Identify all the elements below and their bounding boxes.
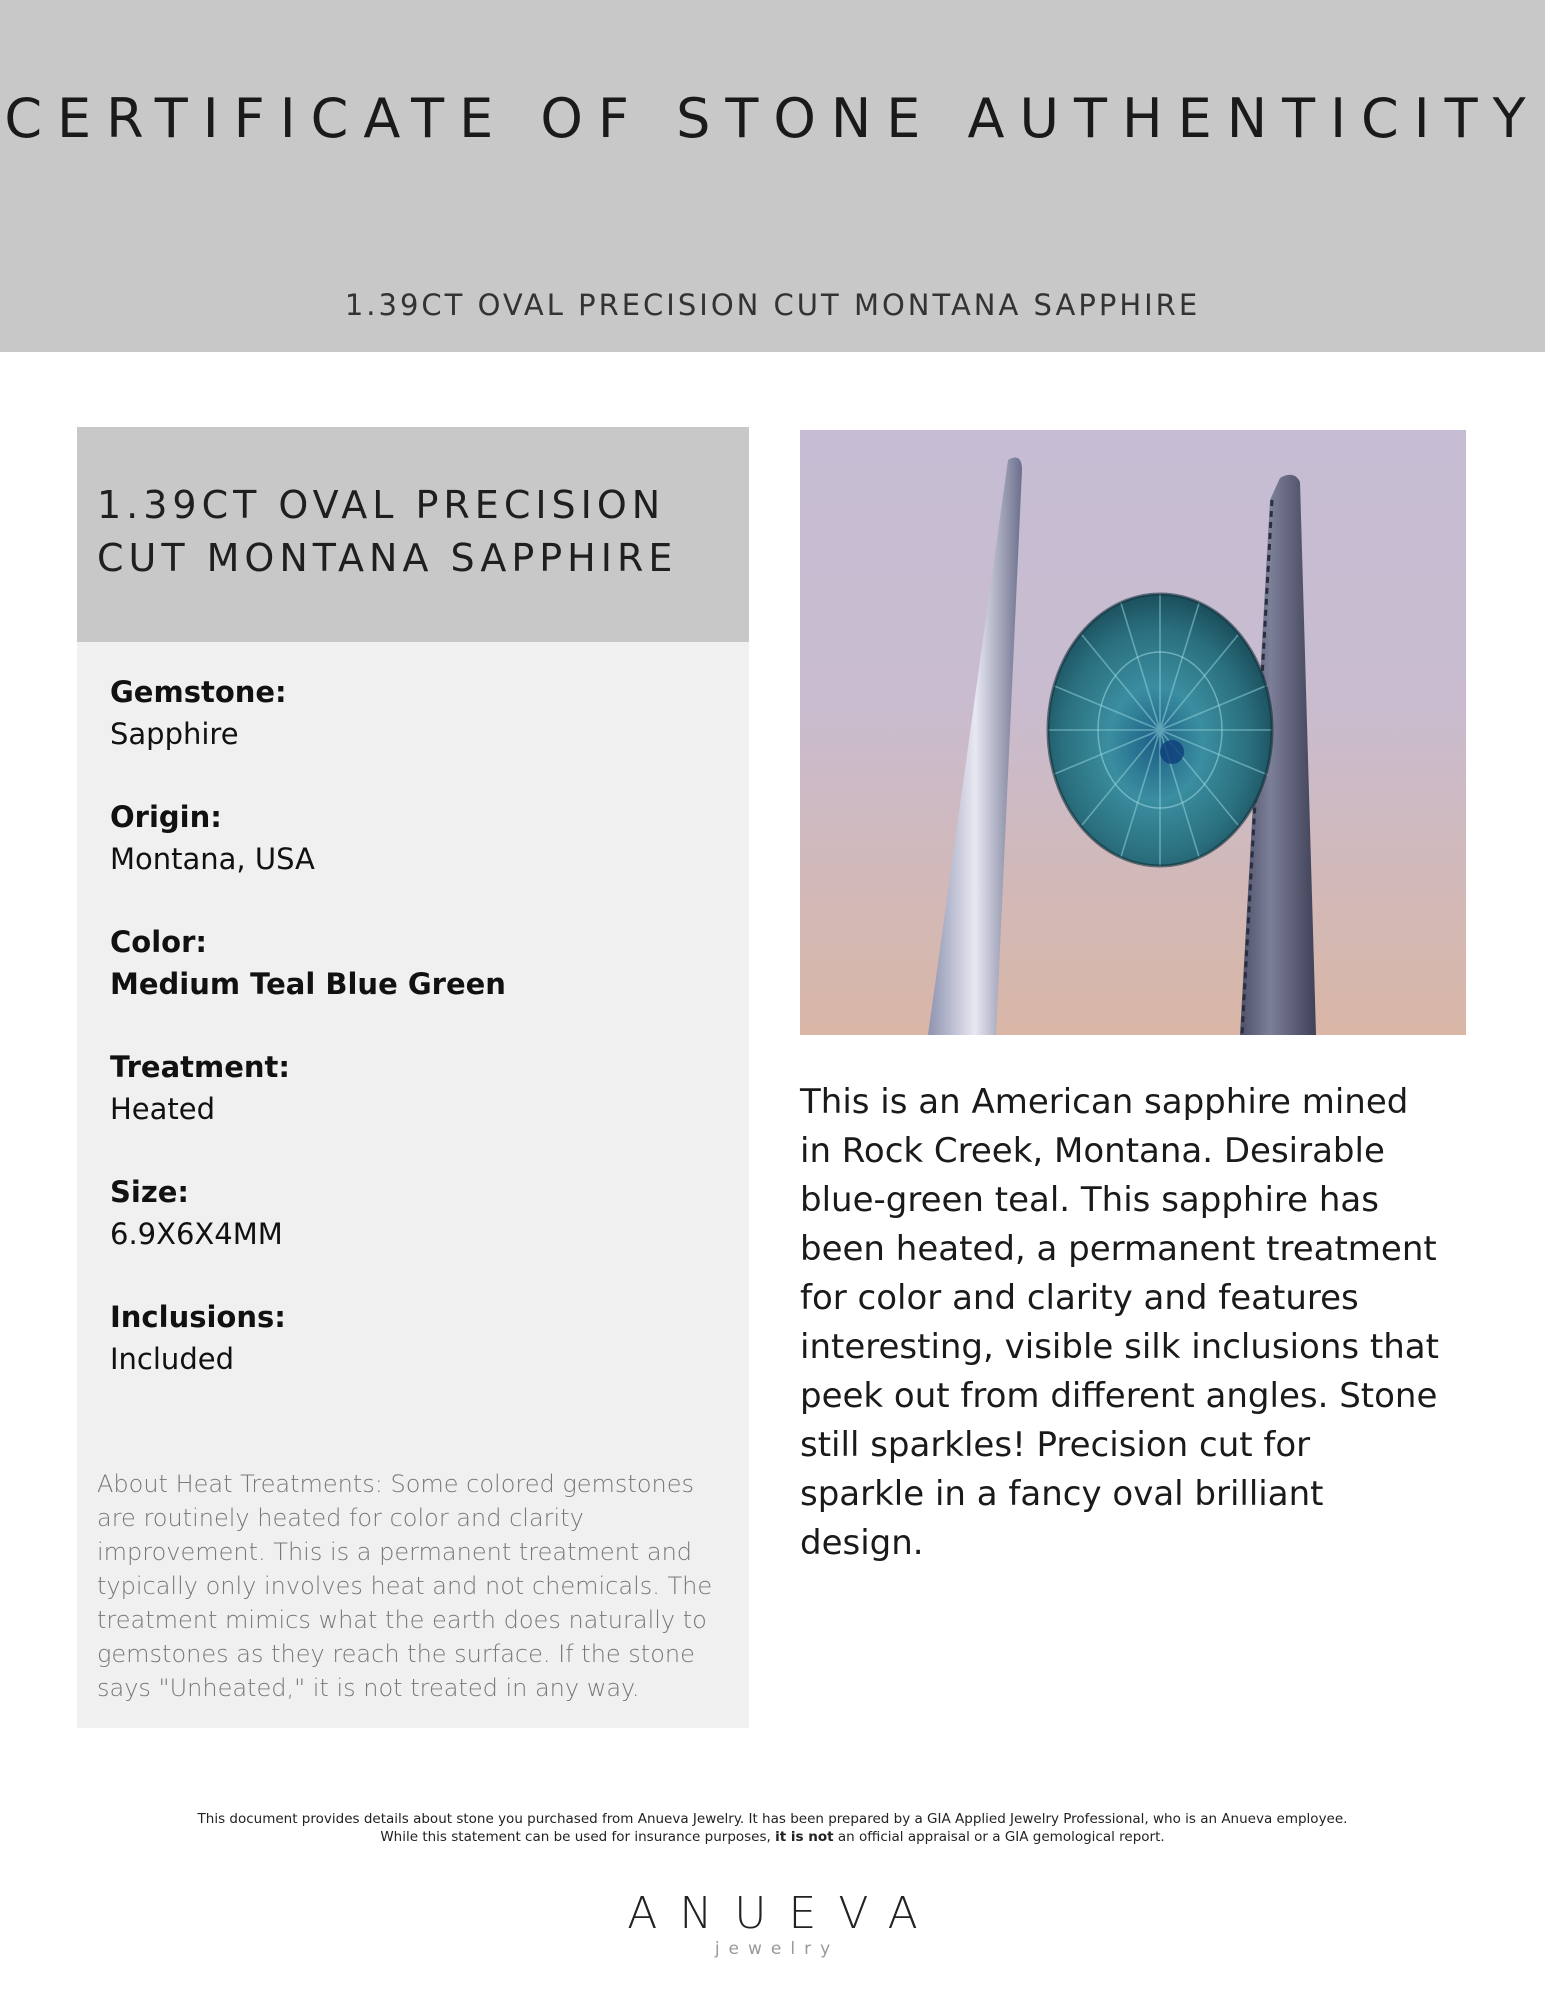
spec-label: Size: xyxy=(110,1175,189,1209)
anueva-logo xyxy=(0,1890,1545,1960)
heat-treatment-note: About Heat Treatments: Some colored gemstones are routinely heated for color and clarity improvement. This is a permanent treatment and typically only involves heat and not chemicals. The treatment mimics what the earth does naturally to gemstones as they reach the surface. If the stone says "Unheated," it is not treated in any way. xyxy=(97,1470,713,1702)
spec-label: Gemstone: xyxy=(110,675,287,709)
spec-label: Treatment: xyxy=(110,1050,290,1084)
spec-value: Medium Teal Blue Green xyxy=(110,967,506,1001)
stone-details-card xyxy=(77,427,749,1728)
disclaimer-line-2 xyxy=(0,1828,1545,1846)
stone-card-header xyxy=(77,427,749,642)
disclaimer xyxy=(0,1810,1545,1846)
spec-label: Color: xyxy=(110,925,207,959)
sapphire-photo xyxy=(800,430,1466,1035)
spec-value: Montana, USA xyxy=(110,842,315,876)
spec-gemstone xyxy=(110,671,730,796)
stone-card-title: 1.39CT OVAL PRECISION CUT MONTANA SAPPHIRE xyxy=(97,483,678,580)
spec-label: Inclusions: xyxy=(110,1300,286,1334)
disclaimer-line-1: This document provides details about stone you purchased from Anueva Jewelry. It has been prepared by a GIA Applied Jewelry Professional, who is an Anueva employee. xyxy=(197,1811,1348,1827)
spec-label: Origin: xyxy=(110,800,222,834)
logo-wordmark: ANUEVA xyxy=(627,1888,940,1939)
logo-tagline: jewelry xyxy=(714,1939,840,1959)
disclaimer-line-2-end: an official appraisal or a GIA gemological report. xyxy=(837,1829,1165,1845)
spec-value: Included xyxy=(110,1342,234,1376)
stone-subtitle: 1.39CT OVAL PRECISION CUT MONTANA SAPPHIRE xyxy=(344,288,1201,322)
spec-size xyxy=(110,1171,730,1296)
sapphire-in-tweezers-illustration xyxy=(800,430,1466,1035)
disclaimer-line-2-start: While this statement can be used for insurance purposes, xyxy=(380,1829,771,1845)
spec-value: 6.9X6X4MM xyxy=(110,1217,283,1251)
disclaimer-emphasis: it is not xyxy=(775,1829,834,1845)
spec-origin xyxy=(110,796,730,921)
stone-description: This is an American sapphire mined in Rock Creek, Montana. Desirable blue-green teal. This sapphire has been heated, a permanent treatment for color and clarity and features interesting, visible silk inclusions that peek out from different angles. Stone still sparkles! Precision cut for sparkle in a fancy oval brilliant design. xyxy=(800,1082,1439,1563)
certificate-header xyxy=(0,0,1545,352)
certificate-title: CERTIFICATE OF STONE AUTHENTICITY xyxy=(4,87,1541,150)
spec-color xyxy=(110,921,730,1046)
spec-value: Heated xyxy=(110,1092,216,1126)
spec-inclusions xyxy=(110,1296,730,1421)
spec-value: Sapphire xyxy=(110,717,239,751)
spec-treatment xyxy=(110,1046,730,1171)
spec-list xyxy=(110,671,730,1421)
